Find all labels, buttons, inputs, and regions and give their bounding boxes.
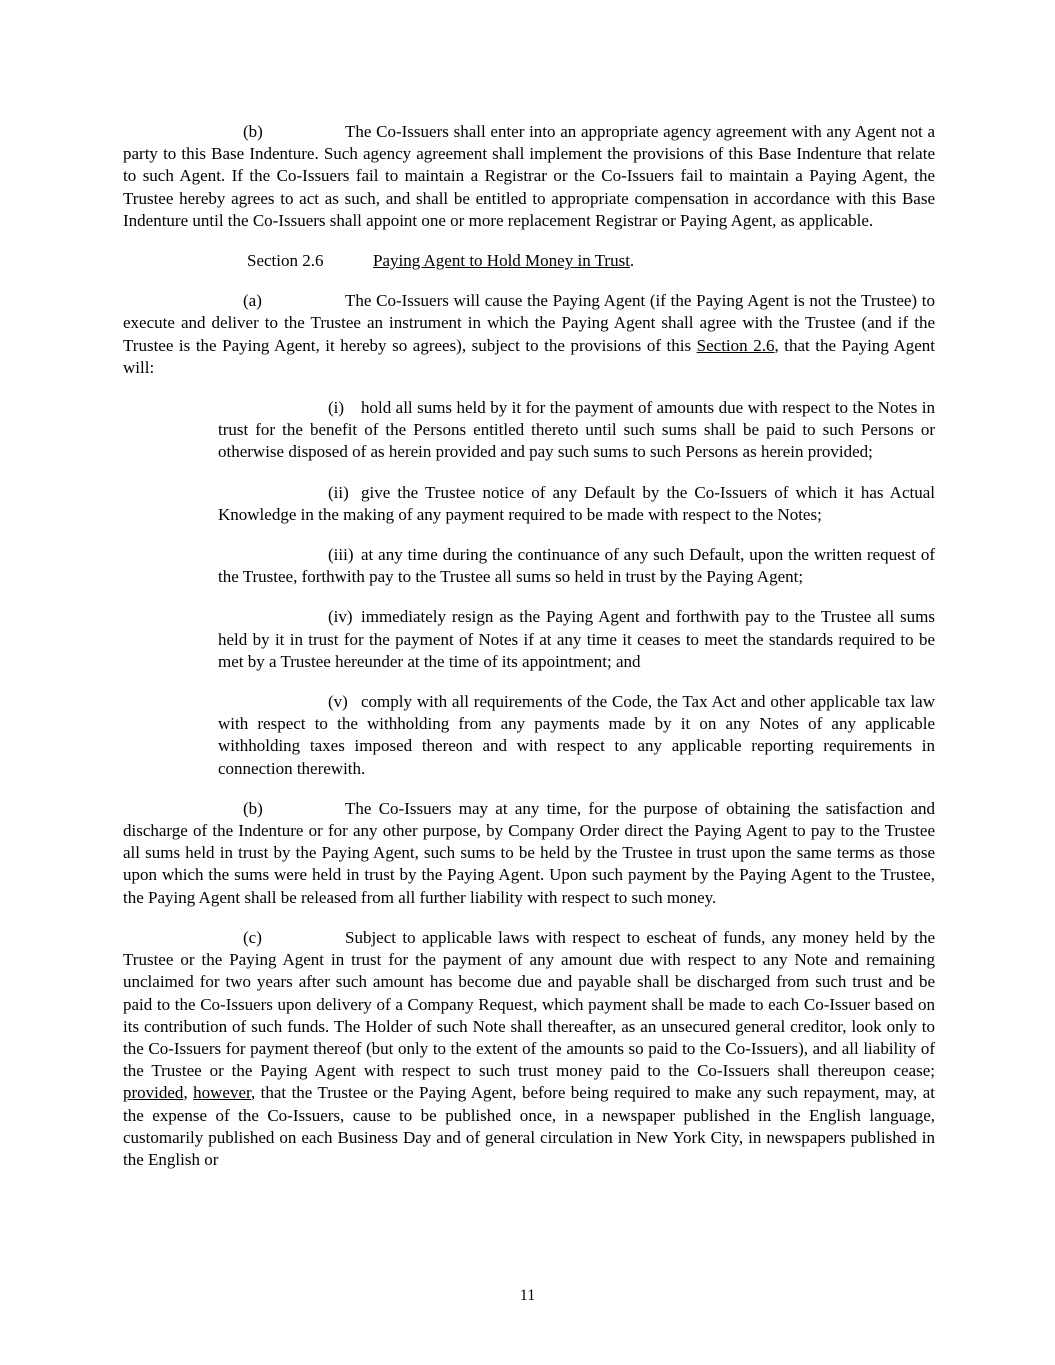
paragraph-b2-text: The Co-Issuers may at any time, for the purpose of obtaining the satisfaction and discharge of the Indenture or for any other purpose, by Company Order direct the Paying Agent to pay to the Trustee all sums held in trust by the Paying Agent, such sums to be held by the Trustee in trust upon the same terms as those upon which the sums were held in trust by the Paying Agent. Upon such payment by the Paying Agent to the Trustee, the Paying Agent shall be released from all further liability with respect to such money. <box>123 798 935 907</box>
list-item-iv-text: immediately resign as the Paying Agent and forthwith pay to the Trustee all sums held by it in trust for the payment of Notes if at any time it ceases to meet the standards required to be met by a Trustee hereunder at the time of its appointment; and <box>218 607 935 671</box>
section-title-period: . <box>629 251 635 271</box>
paragraph-c-label: (c) <box>243 927 262 947</box>
list-item-iv <box>218 606 935 673</box>
paragraph-a <box>123 290 935 379</box>
proviso-term-however: however <box>193 1083 251 1103</box>
paragraph-b2 <box>123 798 935 909</box>
proviso-term-provided: provided <box>123 1083 184 1103</box>
list-item-iii <box>218 544 935 588</box>
paragraph-b1-text: The Co-Issuers shall enter into an appropriate agency agreement with any Agent not a party to this Base Indenture. Such agency agreement shall implement the provisions of this Base Indenture that relate to such Agent. If the Co-Issuers fail to maintain a Registrar or the Co-Issuers fail to maintain a Paying Agent, the Trustee hereby agrees to act as such, and shall be entitled to appropriate compensation in accordance with this Base Indenture until the Co-Issuers shall appoint one or more replacement Registrar or Paying Agent, as applicable. <box>123 122 935 230</box>
paragraph-a-text-2: , that the Paying Agent will: <box>123 335 935 377</box>
list-item-i-text: hold all sums held by it for the payment of amounts due with respect to the Notes in trust for the benefit of the Persons entitled thereto until such sums shall be paid to such Persons or otherwise disposed of as herein provided and pay such sums to such Persons as herein provided; <box>218 398 935 462</box>
paragraph-c <box>123 927 935 1171</box>
list-item-ii-label: (ii) <box>328 482 349 502</box>
paragraph-c-text-2: , <box>183 1083 194 1103</box>
list-item-v <box>218 691 935 780</box>
paragraph-b2-label: (b) <box>243 798 263 818</box>
section-title: Paying Agent to Hold Money in Trust <box>373 251 630 271</box>
list-item-i <box>218 397 935 464</box>
paragraph-a-label: (a) <box>243 291 262 311</box>
list-item-iii-text: at any time during the continuance of any such Default, upon the written request of the Trustee, forthwith pay to the Trustee all sums so held in trust by the Paying Agent; <box>218 545 935 587</box>
paragraph-b1-label: (b) <box>243 122 263 141</box>
section-heading <box>123 250 935 272</box>
list-item-iv-label: (iv) <box>328 607 353 627</box>
list-item-i-label: (i) <box>328 398 345 418</box>
paragraph-c-text-3: , that the Trustee or the Paying Agent, before being required to make any such repayment, may, at the expense of the Co-Issuers, cause to be published once, in a newspaper published in the English language, customarily published on each Business Day and of general circulation in New York City, in newspapers published in the English or <box>123 1083 936 1169</box>
paragraph-a-text-1: The Co-Issuers will cause the Paying Agent (if the Paying Agent is not the Trustee) to execute and deliver to the Trustee an instrument in which the Paying Agent shall agree with the Trustee (and if the Trustee is the Paying Agent, it hereby so agrees), subject to the provisions of this <box>123 291 935 355</box>
section-number: Section 2.6 <box>247 251 324 271</box>
list-item-ii-text: give the Trustee notice of any Default by the Co-Issuers of which it has Actual Knowledge in the making of any payment required to be made with respect to the Notes; <box>218 482 935 524</box>
list-item-ii <box>218 482 935 526</box>
list-item-iii-label: (iii) <box>328 545 354 565</box>
page-number: 11 <box>519 1286 536 1304</box>
list-item-v-label: (v) <box>328 692 348 712</box>
paragraph-c-text-1: Subject to applicable laws with respect to escheat of funds, any money held by the Trustee or the Paying Agent in trust for the payment of any amount due with respect to any Note and remaining unclaimed for two years after such amount has become due and payable shall be discharged from such trust and be paid to the Co-Issuers upon delivery of a Company Request, which payment shall be made to each Co-Issuer based on its contribution of such funds. The Holder of such Note shall thereafter, as an unsecured general creditor, look only to the Co-Issuers for payment thereof (but only to the extent of the amounts so paid to the Co-Issuers), and all liability of the Trustee or the Paying Agent with respect to such trust money paid to the Co-Issuers shall thereupon cease; <box>123 927 935 1081</box>
paragraph-b1 <box>123 121 935 232</box>
list-item-v-text: comply with all requirements of the Code, the Tax Act and other applicable tax law with respect to the withholding from any payments made by it on any Notes of any applicable withholding taxes imposed thereon and with respect to any applicable reporting requirements in connection therewith. <box>218 692 935 778</box>
section-ref: Section 2.6 <box>696 335 775 355</box>
